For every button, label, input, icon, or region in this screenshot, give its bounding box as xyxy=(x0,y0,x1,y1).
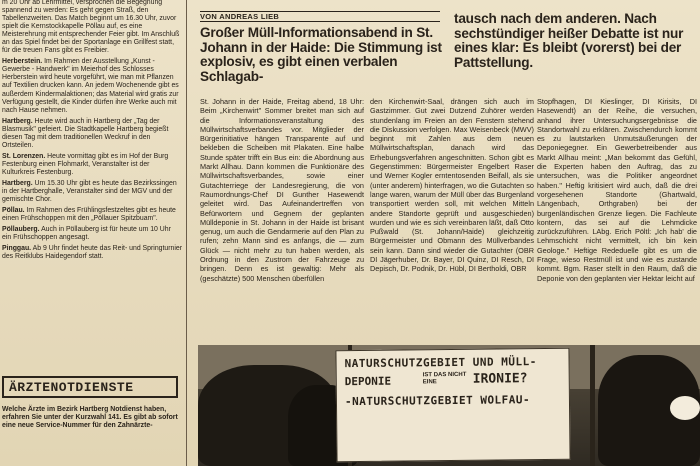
event-text: Um 15.30 Uhr gibt es heute das Bezirkssingen in der Hartberghalle, Veranstalter sind der MGV und der gemischte Chor. xyxy=(2,179,177,204)
aerztenotdienste-box xyxy=(2,376,178,398)
banner-line-2: DEPONIE xyxy=(344,374,392,389)
event-text: Auch in Pöllauberg ist für heute um 10 Uhr ein Frühschoppen angesagt. xyxy=(2,226,171,242)
event-text: Heute wird auch in Hartberg der „Tag der Blasmusik" gefeiert. Die Stadtkapelle Hartberg begießt diesen Tag mit dem traditionellen Weckruf in den Ortsteilen. xyxy=(2,117,169,149)
event-place: Pinggau. xyxy=(2,245,32,253)
event-poellauberg xyxy=(0,226,186,242)
paper-damage xyxy=(670,396,700,420)
column-divider xyxy=(186,0,187,466)
aerztenotdienste-title: ÄRZTENOTDIENSTE xyxy=(9,380,134,395)
headline: Großer Müll-Informationsabend in St. Johann in der Haide: Die Stimmung ist explosiv, es gibt einen verbalen Schlagab- xyxy=(200,25,442,84)
event-hartberg-singen xyxy=(0,180,186,204)
banner-line-1: NATURSCHUTZGEBIET UND MÜLL- xyxy=(344,355,537,371)
event-paragraph: m 20 Uhr ab Lehrmittel, versprochen die Begegnung spannend zu werden: Es geht gegen Straß, den Tabellenzweiten. Das Match beginnt um 16.30 Uhr, zuvor spielt die Kernstockkapelle Pöllau auf, es eine Meisterehrung mit entsprechender Feier gibt. Im Anschluß an das Spiel findet bei der Sportanlage ein Grillfest statt, für die treuen Fans gibt es Freibier. xyxy=(2,0,180,55)
event-place: Herberstein. xyxy=(2,58,43,66)
event-herberstein xyxy=(0,58,186,114)
banner-line-3: -NATURSCHUTZGEBIET WOLFAU- xyxy=(344,393,531,409)
banner-ironie: IRONIE? xyxy=(472,371,528,387)
event-place: Hartberg. xyxy=(2,179,33,187)
protest-banner xyxy=(335,348,570,462)
event-place: Pöllau. xyxy=(2,207,25,215)
protest-photo xyxy=(198,345,700,466)
event-pinggau xyxy=(0,245,186,261)
event-place: Pöllauberg. xyxy=(2,226,40,234)
aerztenotdienste-text: Welche Ärzte im Bezirk Hartberg Notdienst haben, erfahren Sie unter der Kurzwahl 141. Es gibt ab sofort eine neue Service-Nummer für den Zahnärzte- xyxy=(2,406,178,430)
event-hartberg-blasmusik xyxy=(0,118,186,150)
article-text: Stopfhagen, DI Kieslinger, DI Kirisits, DI Hasewendt) an der Reihe, die versuchen, anhand ihrer Untersuchungsergebnisse die Standortwahl zu erklären. Zwischendurch kommt es zu lautstarken Unmutsäußerungen der Deponiegegner. Ein Gewerbetreibender aus Markt Allhau meint: „Man bekommt das Gefühl, die Experten haben den Auftrag, das zu untersuchen, was die Politiker angeordnet haben." Heftig kritisiert wird auch, daß die drei vorgesehenen Standorte (Ghartwald, Längenbach, Orthgraben) bei der burgenländischen Grenze liegen. Die Fachleute kontern, das sei auf die Lehmdicke zurückzuführen. LAbg. Erich Pöltl: „Ich hab' die Lehmschicht nicht vermittelt, ich bin kein Geologe." Heftige Rededuelle gibt es um die Frage, wieso Restmüll ist und wie es zustande kommt. Bgm. Raser stellt in den Raum, daß die Deponie von den geplanten vier Hektar leicht auf xyxy=(537,97,697,283)
article-text: St. Johann in der Haide, Freitag abend, 18 Uhr: Beim „Kirchenwirt" Sommer breitet man sich auf die Informationsveranstaltung des Müllwirtschaftsverbandes vor. Mitglieder der Bürgerinitiative hängen Transparente auf und bekleben die Scheiben mit Plakaten. Eine halbe Stunde später trifft ein Bus ein: die Abordnung aus Markt Allhau. Dann kommen die Funktionäre des Müllwirtschaftsverbandes, sowie einer Gutachterriege der Landesregierung, die von Raumordnungs-Chef DI Gunther Hasewendt geleitet wird. Das Aufeinandertreffen von Befürwortern und Gegnern der geplanten Mülldeponie in St. Johann in der Haide ist brisant genug, um auch die Gendarmerie auf den Plan zu rufen; zehn Mann sind es anfangs, die — zum Glück — nicht mehr zu tun haben werden, als Ordnung in den Zustrom der Fahrzeuge zu bringen. Denn es ist gewaltig: Mehr als (geschätzte) 500 Menschen überfüllen xyxy=(200,97,364,283)
headline-continuation: tausch nach dem anderen. Nach sechstündiger heißer Debatte ist nur eines klar: Es bleibt (vorerst) bei der Pattstellung. xyxy=(454,11,684,70)
article-column-3 xyxy=(537,97,697,342)
event-place: Hartberg. xyxy=(2,117,33,125)
event-text: Im Rahmen des Frühlingsfestzeltes gibt es heute einen Frühschoppen mit den „Pöllauer Spitzbuam". xyxy=(2,207,176,223)
article-text: den Kirchenwirt-Saal, drängen sich auch im Gastzimmer. Gut zwei Dutzend Zuhörer werden stundenlang im Freien an den Fenstern stehend die Diskussion verfolgen. Max Weisenbeck (MWV) beginnt mit Zahlen aus dem neuen Müllwirtschaftsplan, danach wird das Erhebungsverfahren angeschnitten. Schon gibt es Gegenstimmen: Bürgermeister Engelbert Raser und Werner Kogler erntentosenden Beifall, als sie (unter anderem) hinterfragen, wo die Gutachten so lange waren, warum der Müll über das Burgenland transportiert werden soll, mit welchen Mitteln andere Standorte geprüft und ausgeschieden) wurden und wie es sich vereinbaren läßt, daß Otto Pußwald (St. Johann/Haide) gleichzeitig Bürgermeister und Obmann des Müllverbandes sein kann. Dann sind wieder die Gutachter (OBR DI Jägerhuber, Dr. Bayer, DI Quinz, DI Resch, DI Depisch, Dr. Podnik, Dr. Hübl, DI Bertholdi, OBR xyxy=(370,97,534,274)
article-column-1 xyxy=(200,97,364,342)
event-text: Heute vormittag gibt es im Hof der Burg Festenburg einen Flohmarkt, Veranstalter ist der Kulturkreis Festenburg. xyxy=(2,152,169,176)
event-text: Im Rahmen der Ausstellung „Kunst - Gewerbe - Handwerk" im Meierhof des Schlosses Herberstein wird heute vorgeführt, wie man mit Pflanzen auf Textilien drucken kann. An jedem Wochenende gibt es außerdem Kindermalaktionen; das Material wird gratis zur Verfügung gestellt, die Kinder dürfen ihre Werke auch mit nach Hause nehmen. xyxy=(2,58,179,114)
event-poellau xyxy=(0,207,186,223)
byline: VON ANDREAS LIEB xyxy=(200,11,440,22)
event-st-lorenzen xyxy=(0,153,186,177)
event-place: St. Lorenzen. xyxy=(2,152,46,160)
banner-small-text: IST DAS NICHT EINE xyxy=(422,371,467,386)
photo-pole xyxy=(590,345,595,466)
article-column-2 xyxy=(370,97,534,342)
event-text: Ab 9 Uhr findet heute das Reit- und Springturnier des Reitklubs Haidegendorf statt. xyxy=(2,245,183,261)
